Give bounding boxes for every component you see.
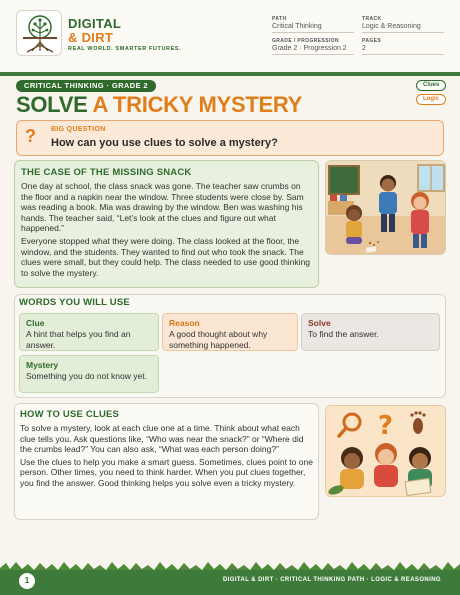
tag-clues: Clues bbox=[416, 80, 446, 91]
meta-value: Critical Thinking bbox=[272, 23, 354, 33]
meta-label: PATH bbox=[272, 16, 287, 22]
vocab-definition: A hint that helps you find an answer. bbox=[26, 329, 131, 350]
vocab-word: Solve bbox=[308, 318, 331, 328]
how-to-use-clues-box bbox=[14, 403, 319, 520]
case-story-box bbox=[14, 160, 319, 288]
footer-text: DIGITAL & DIRT · CRITICAL THINKING PATH · LOGIC & REASONING bbox=[222, 577, 441, 583]
vocab-definition: A good thought about why something happened. bbox=[169, 329, 268, 350]
vocab-card-reason bbox=[162, 313, 298, 351]
clues-heading: HOW TO USE CLUES bbox=[20, 409, 120, 420]
meta-label: GRADE / PROGRESSION bbox=[272, 38, 340, 44]
vocab-card-solve bbox=[301, 313, 440, 351]
vocab-definition: To find the answer. bbox=[308, 329, 379, 339]
brand-tagline: REAL WORLD. SMARTER FUTURES. bbox=[68, 46, 182, 52]
case-paragraph: Everyone stopped what they were doing. The class looked at the floor, the window, and the students. They wanted to find out who took the snack. The clues were small, but they could help. The class needed to use good thinking to solve the mystery. bbox=[21, 235, 311, 278]
vocab-card-clue bbox=[19, 313, 159, 351]
vocab-word: Reason bbox=[169, 318, 200, 328]
vocab-word: Mystery bbox=[26, 360, 59, 370]
clues-paragraph: Use the clues to help you make a smart guess. Sometimes, clues point to one person. Other times, you need to think harder. When you put clues together, you find the answer. Good thinking helps you solve even a tricky mystery. bbox=[20, 456, 313, 488]
brand-logo bbox=[16, 10, 62, 56]
big-question-label: BIG QUESTION bbox=[51, 126, 106, 133]
case-paragraph: One day at school, the class snack was gone. The teacher saw crumbs on the floor and a napkin near the window. Three students were close by. Sam was reading a book. Mia was drawing by the window. Ben was washing his hands. The teacher said, “Let’s look at the clues and figure out what happened.” bbox=[21, 181, 304, 234]
meta-value: 2 bbox=[362, 45, 444, 55]
page-number: 1 bbox=[19, 573, 35, 589]
title-part1: SOLVE bbox=[16, 92, 88, 117]
classroom-illustration bbox=[325, 160, 446, 255]
meta-value: Grade 2 · Progression 2 bbox=[272, 45, 354, 55]
big-question-box bbox=[16, 120, 444, 156]
brand-name-line2: & DIRT bbox=[68, 30, 114, 45]
vocab-card-mystery bbox=[19, 355, 159, 393]
svg-text:?: ? bbox=[378, 411, 394, 441]
detective-kids-illustration bbox=[325, 405, 446, 497]
meta-value: Logic & Reasoning bbox=[362, 23, 444, 33]
case-heading: THE CASE OF THE MISSING SNACK bbox=[21, 167, 192, 178]
detective-scene-icon bbox=[326, 406, 446, 497]
meta-pages bbox=[362, 38, 444, 55]
vocab-definition: Something you do not know yet. bbox=[26, 371, 147, 381]
meta-track bbox=[362, 16, 444, 33]
tree-roots-icon bbox=[17, 11, 62, 56]
vocabulary-heading: WORDS YOU WILL USE bbox=[19, 297, 130, 308]
page-header bbox=[0, 0, 460, 72]
big-question-text: How can you use clues to solve a mystery? bbox=[51, 137, 278, 149]
tag-logic: Logic bbox=[416, 94, 446, 105]
question-mark-icon: ? bbox=[25, 126, 36, 146]
vocab-word: Clue bbox=[26, 318, 45, 328]
header-divider bbox=[0, 72, 460, 76]
meta-path bbox=[272, 16, 354, 33]
clues-paragraph: To solve a mystery, look at each clue one at a time. Think about what each clue tells you. Ask questions like, “Who was near the snack?” or “Where did the crumbs lead?” You can also ask, “What was each person doing?” bbox=[20, 423, 304, 455]
brand-name-line1: DIGITAL bbox=[68, 16, 122, 31]
meta-label: PAGES bbox=[362, 38, 382, 44]
kicker-pill: CRITICAL THINKING · GRADE 2 bbox=[16, 80, 156, 92]
meta-grade bbox=[272, 38, 354, 55]
page-title bbox=[16, 92, 302, 118]
title-part2: A TRICKY MYSTERY bbox=[92, 92, 302, 117]
meta-label: TRACK bbox=[362, 16, 382, 22]
classroom-scene-icon bbox=[326, 161, 446, 255]
